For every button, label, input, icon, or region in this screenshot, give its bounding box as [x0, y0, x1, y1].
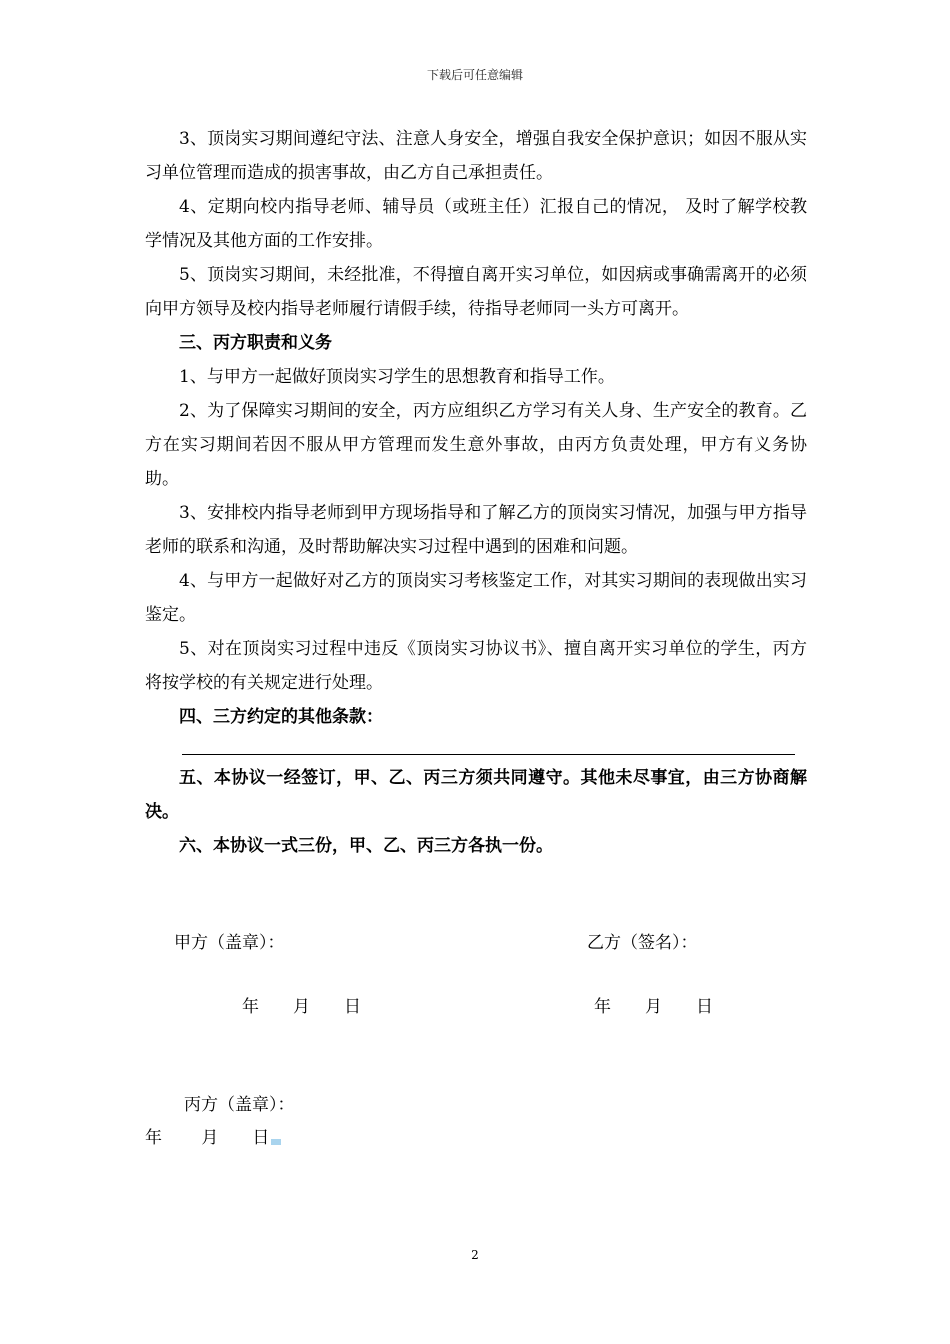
party-a-signature-label: 甲方（盖章）： [174, 933, 285, 953]
section-4-heading: 四、三方约定的其他条款： [179, 707, 383, 727]
section-6: 六、本协议一式三份，甲、乙、丙三方各执一份。 [179, 836, 553, 856]
party-c-date: 年 月 日 [145, 1128, 270, 1148]
section-3-item-3: 3、安排校内指导老师到甲方现场指导和了解乙方的顶岗实习情况，加强与甲方指导老师的联系和沟通，及时帮助解决实习过程中遇到的困难和问题。 [145, 503, 807, 557]
party-b-date: 年 月 日 [594, 997, 713, 1017]
party-c-date-row [145, 1123, 281, 1148]
page-number: 2 [471, 1248, 479, 1262]
section-3-heading: 三、丙方职责和义务 [179, 333, 332, 353]
party-b-signature-label: 乙方（签名）： [587, 933, 698, 953]
section-5: 五、本协议一经签订，甲、乙、丙三方须共同遵守。其他未尽事宜，由三方协商解决。 [145, 768, 807, 822]
party-b-clause-4: 4、定期向校内指导老师、辅导员（或班主任）汇报自己的情况， 及时了解学校教学情况及其他方面的工作安排。 [145, 197, 807, 251]
section-3-item-1: 1、与甲方一起做好顶岗实习学生的思想教育和指导工作。 [179, 367, 615, 387]
party-b-clause-3: 3、顶岗实习期间遵纪守法、注意人身安全，增强自我安全保护意识；如因不服从实习单位管理而造成的损害事故，由乙方自己承担责任。 [145, 129, 807, 183]
document-body [145, 122, 807, 863]
text-cursor-marker [271, 1139, 281, 1145]
section-3-item-4: 4、与甲方一起做好对乙方的顶岗实习考核鉴定工作，对其实习期间的表现做出实习鉴定。 [145, 571, 807, 625]
section-3-item-5: 5、对在顶岗实习过程中违反《顶岗实习协议书》、擅自离开实习单位的学生，丙方将按学校的有关规定进行处理。 [145, 639, 807, 693]
other-terms-blank-line[interactable] [182, 742, 795, 755]
section-3-item-2: 2、为了保障实习期间的安全，丙方应组织乙方学习有关人身、生产安全的教育。乙方在实习期间若因不服从甲方管理而发生意外事故，由丙方负责处理，甲方有义务协助。 [145, 401, 807, 489]
header-note: 下载后可任意编辑 [426, 68, 523, 82]
party-c-signature-label: 丙方（盖章）： [184, 1095, 295, 1115]
party-a-date: 年 月 日 [242, 997, 361, 1017]
party-b-clause-5: 5、顶岗实习期间，未经批准，不得擅自离开实习单位，如因病或事确需离开的必须向甲方领导及校内指导老师履行请假手续，待指导老师同一头方可离开。 [145, 265, 807, 319]
